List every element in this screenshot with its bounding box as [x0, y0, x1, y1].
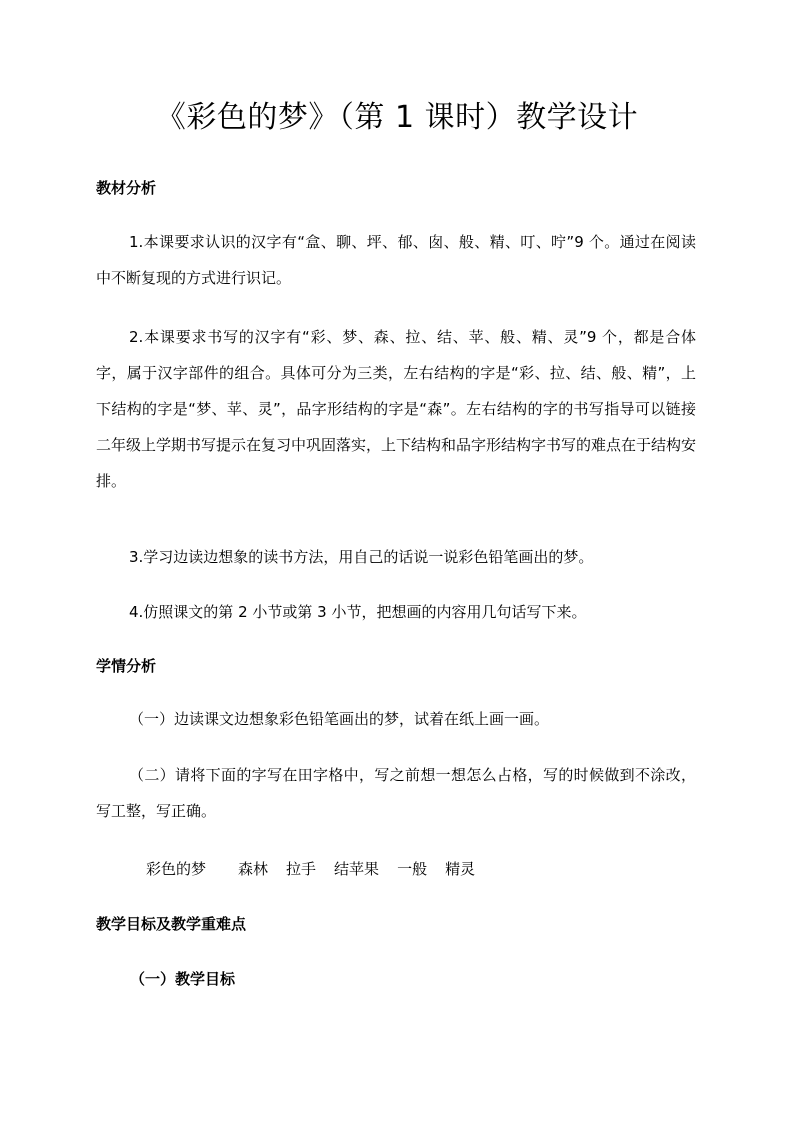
practice-word-list [146, 858, 475, 880]
practice-word: 森林 [238, 860, 269, 878]
heading-material-analysis: 教材分析 [96, 179, 157, 197]
document-title: 《彩色的梦》（第 1 课时）教学设计 [155, 100, 639, 135]
paragraph-imitation-writing: 4.仿照课文的第 2 小节或第 3 小节，把想画的内容用几句话写下来。 [129, 603, 587, 621]
practice-word: 一般 [397, 860, 428, 878]
paragraph-recognize-characters: 1.本课要求认识的汉字有“盒、聊、坪、郁、囱、般、精、叮、咛”9 个。通过在阅读中不断复现的方式进行识记。 [96, 233, 696, 287]
heading-objectives: 教学目标及教学重难点 [96, 915, 247, 933]
paragraph-write-in-grid: （二）请将下面的字写在田字格中，写之前想一想怎么占格，写的时候做到不涂改，写工整，写正确。 [96, 766, 696, 820]
subheading-teaching-objectives: （一）教学目标 [130, 970, 236, 988]
practice-word: 彩色的梦 [146, 860, 207, 878]
heading-learning-analysis: 学情分析 [96, 657, 157, 675]
paragraph-write-characters: 2.本课要求书写的汉字有“彩、梦、森、拉、结、苹、般、精、灵”9 个，都是合体字，属于汉字部件的组合。具体可分为三类，左右结构的字是“彩、拉、结、般、精”，上下结构的字是“梦、苹、灵”，品字形结构的字是“森”。左右结构的字的书写指导可以链接二年级上学期书写提示在复习中巩固落实，上下结构和品字形结构字书写的难点在于结构安排。 [96, 328, 697, 490]
paragraph-draw-dream: （一）边读课文边想象彩色铅笔画出的梦，试着在纸上画一画。 [129, 710, 550, 728]
practice-word: 结苹果 [334, 860, 380, 878]
practice-word: 拉手 [286, 860, 317, 878]
paragraph-reading-method: 3.学习边读边想象的读书方法，用自己的话说一说彩色铅笔画出的梦。 [129, 548, 594, 566]
practice-word: 精灵 [445, 860, 476, 878]
